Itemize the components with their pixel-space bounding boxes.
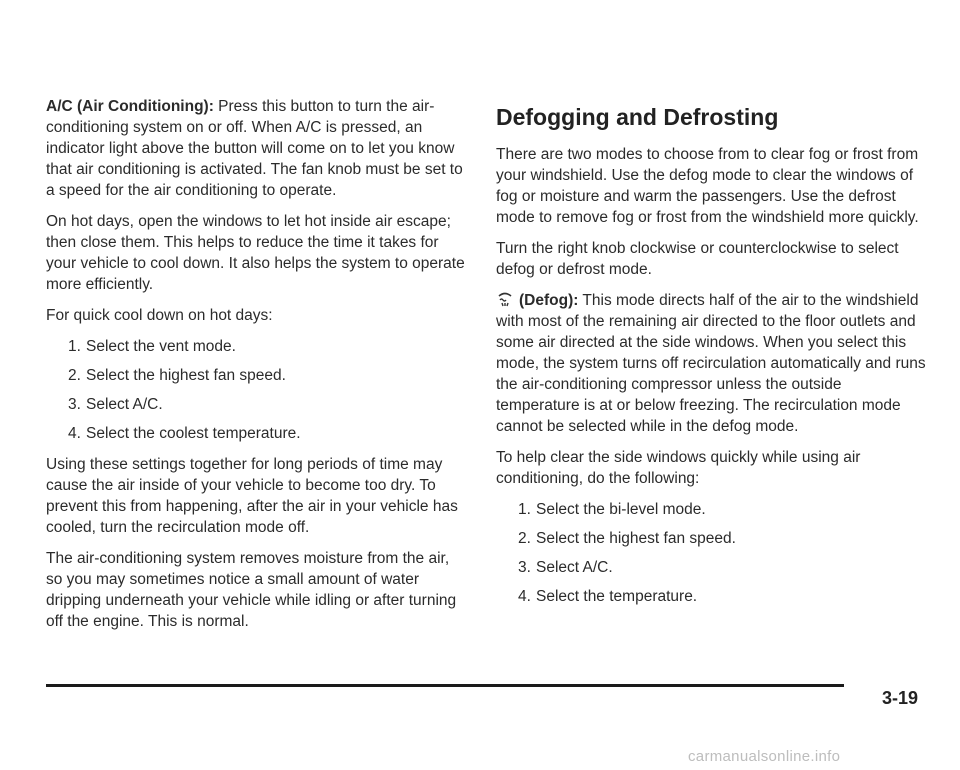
side-windows-intro: To help clear the side windows quickly while using air conditioning, do the following: (496, 449, 861, 487)
hot-days-paragraph: On hot days, open the windows to let hot inside air escape; then close them. This helps to reduce the time it takes for your vehicle to cool down. It also helps the system to operate more efficiently. (46, 213, 465, 293)
list-item: 1. Select the vent mode. (68, 338, 236, 355)
list-item: 4. Select the temperature. (518, 588, 698, 605)
quick-cool-steps (46, 336, 466, 444)
list-item: 3. Select A/C. (68, 396, 163, 413)
list-item: 1. Select the bi-level mode. (518, 501, 706, 518)
moisture-paragraph: The air-conditioning system removes moisture from the air, so you may sometimes notice a small amount of water dripping underneath your vehicle while idling or after turning off the engine. This is normal. (46, 550, 457, 630)
ac-text: Press this button to turn the air-conditioning system on or off. When A/C is pressed, an indicator light above the button will come on to let you know that air conditioning is activated. The fan knob must be set to a speed for the air conditioning to operate. (46, 98, 463, 199)
ac-label: A/C (Air Conditioning): (46, 98, 214, 115)
settings-paragraph: Using these settings together for long periods of time may cause the air inside of your vehicle to become too dry. To prevent this from happening, after the air in your vehicle has cooled, turn the recirculation mode off. (46, 456, 458, 536)
watermark: carmanualsonline.info (688, 748, 841, 765)
defog-intro-paragraph: There are two modes to choose from to clear fog or frost from your windshield. Use the defog mode to clear the windows of fog or moisture and warm the passengers. Use the defrost mode to remove fog or frost from the windshield more quickly. (496, 146, 919, 226)
quick-cool-intro: For quick cool down on hot days: (46, 307, 273, 324)
footer-rule (46, 684, 844, 687)
list-item: 2. Select the highest fan speed. (68, 367, 286, 384)
page-number: 3-19 (882, 688, 919, 708)
list-item: 4. Select the coolest temperature. (68, 425, 301, 442)
right-column (496, 96, 926, 617)
defog-text: This mode directs half of the air to the windshield with most of the remaining air directed to the floor outlets and some air directed at the side windows. When you select this mode, the system turns off recirculation automatically and runs the air-conditioning compressor unless the outside temperature is at or below freezing. The recirculation mode cannot be selected while in the defog mode. (496, 292, 926, 435)
ac-paragraph (46, 96, 466, 201)
defog-paragraph (496, 290, 926, 437)
defog-icon (496, 290, 514, 308)
list-item: 2. Select the highest fan speed. (518, 530, 736, 547)
section-heading: Defogging and Defrosting (496, 104, 779, 130)
list-item: 3. Select A/C. (518, 559, 613, 576)
side-windows-steps (496, 499, 926, 607)
knob-paragraph: Turn the right knob clockwise or counterclockwise to select defog or defrost mode. (496, 240, 899, 278)
left-column (46, 96, 466, 642)
defog-label: (Defog): (519, 292, 579, 309)
